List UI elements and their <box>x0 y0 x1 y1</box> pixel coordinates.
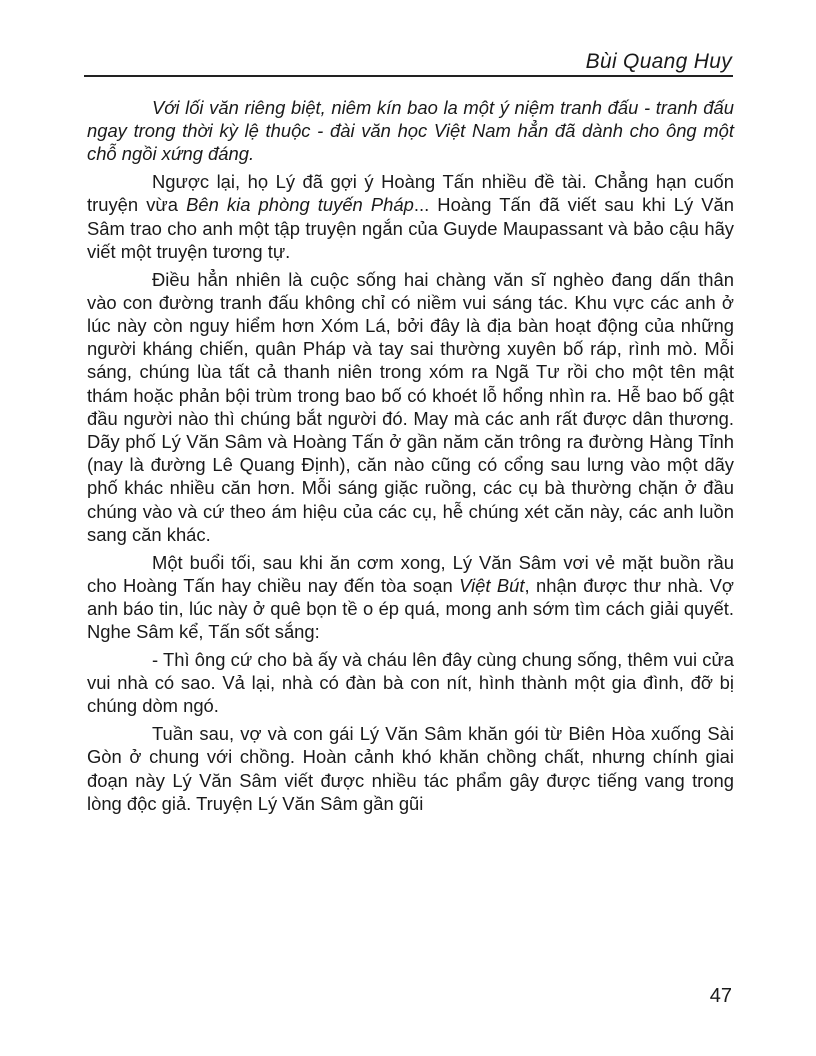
paragraph <box>87 551 734 644</box>
page-number: 47 <box>709 985 732 1007</box>
paragraph-text: ... Hoàng Tấn đã viết sau khi Lý Văn Sâm trao cho anh một tập truyện ngắn của Guyde Maupassant và bảo cậu hãy viết một truyện tương tự. <box>87 194 734 262</box>
paragraph: Điều hẳn nhiên là cuộc sống hai chàng văn sĩ nghèo đang dấn thân vào con đường tranh đấu không chỉ có niềm vui sáng tác. Khu vực các anh ở lúc này còn nguy hiểm hơn Xóm Lá, bởi đây là địa bàn hoạt động của những người kháng chiến, quân Pháp và tay sai thường xuyên bố ráp, rình mò. Mỗi sáng, chúng lùa tất cả thanh niên trong xóm ra Ngã Tư rồi cho một tên mật thám hoặc phản bội trùm trong bao bố có khoét lỗ hổng nhìn ra. Hễ bao bố gật đầu người nào thì chúng bắt người đó. May mà các anh rất được dân thương. Dãy phố Lý Văn Sâm và Hoàng Tấn ở gần năm căn trông ra đường Hàng Tỉnh (nay là đường Lê Quang Định), căn nào cũng có cổng sau lưng vào một dãy phố khác nhiều căn hơn. Mỗi sáng giặc ruồng, các cụ bà thường chặn ở đầu chúng vào và cứ theo ám hiệu của các cụ, hễ chúng xét căn này, các anh luồn sang căn khác. <box>87 268 734 545</box>
body-text <box>87 96 734 820</box>
book-title: Bên kia phòng tuyến Pháp <box>186 194 414 216</box>
paragraph-text: Ngược lại, họ Lý đã gợi ý Hoàng Tấn nhiều đề tài. Chẳng hạn cuốn truyện vừa <box>87 171 734 216</box>
paragraph-text: Một buổi tối, sau khi ăn cơm xong, Lý Văn Sâm vơi vẻ mặt buồn rầu cho Hoàng Tấn hay chiều nay đến tòa soạn <box>87 551 734 596</box>
newspaper-title: Việt Bút <box>459 574 525 596</box>
paragraph-text: , nhận được thư nhà. Vợ anh báo tin, lúc này ở quê bọn tề o ép quá, mong anh sớm tìm cách giải quyết. Nghe Sâm kể, Tấn sốt sắng: <box>87 574 734 643</box>
paragraph <box>87 170 734 263</box>
running-head-author: Bùi Quang Huy <box>585 50 732 73</box>
paragraph-quote: Với lối văn riêng biệt, niêm kín bao la một ý niệm tranh đấu - tranh đấu ngay trong thời kỳ lệ thuộc - đài văn học Việt Nam hẳn đã dành cho ông một chỗ ngồi xứng đáng. <box>87 97 734 165</box>
paragraph: Tuần sau, vợ và con gái Lý Văn Sâm khăn gói từ Biên Hòa xuống Sài Gòn ở chung với chồng. Hoàn cảnh khó khăn chồng chất, nhưng chính giai đoạn này Lý Văn Sâm viết được nhiều tác phẩm gây được tiếng vang trong lòng độc giả. Truyện Lý Văn Sâm gần gũi <box>87 723 734 814</box>
header-rule <box>84 75 733 77</box>
paragraph-dialogue: - Thì ông cứ cho bà ấy và cháu lên đây cùng chung sống, thêm vui cửa vui nhà có sao. Vả lại, nhà có đàn bà con nít, hình thành một gia đình, đỡ bị chúng dòm ngó. <box>87 649 734 717</box>
